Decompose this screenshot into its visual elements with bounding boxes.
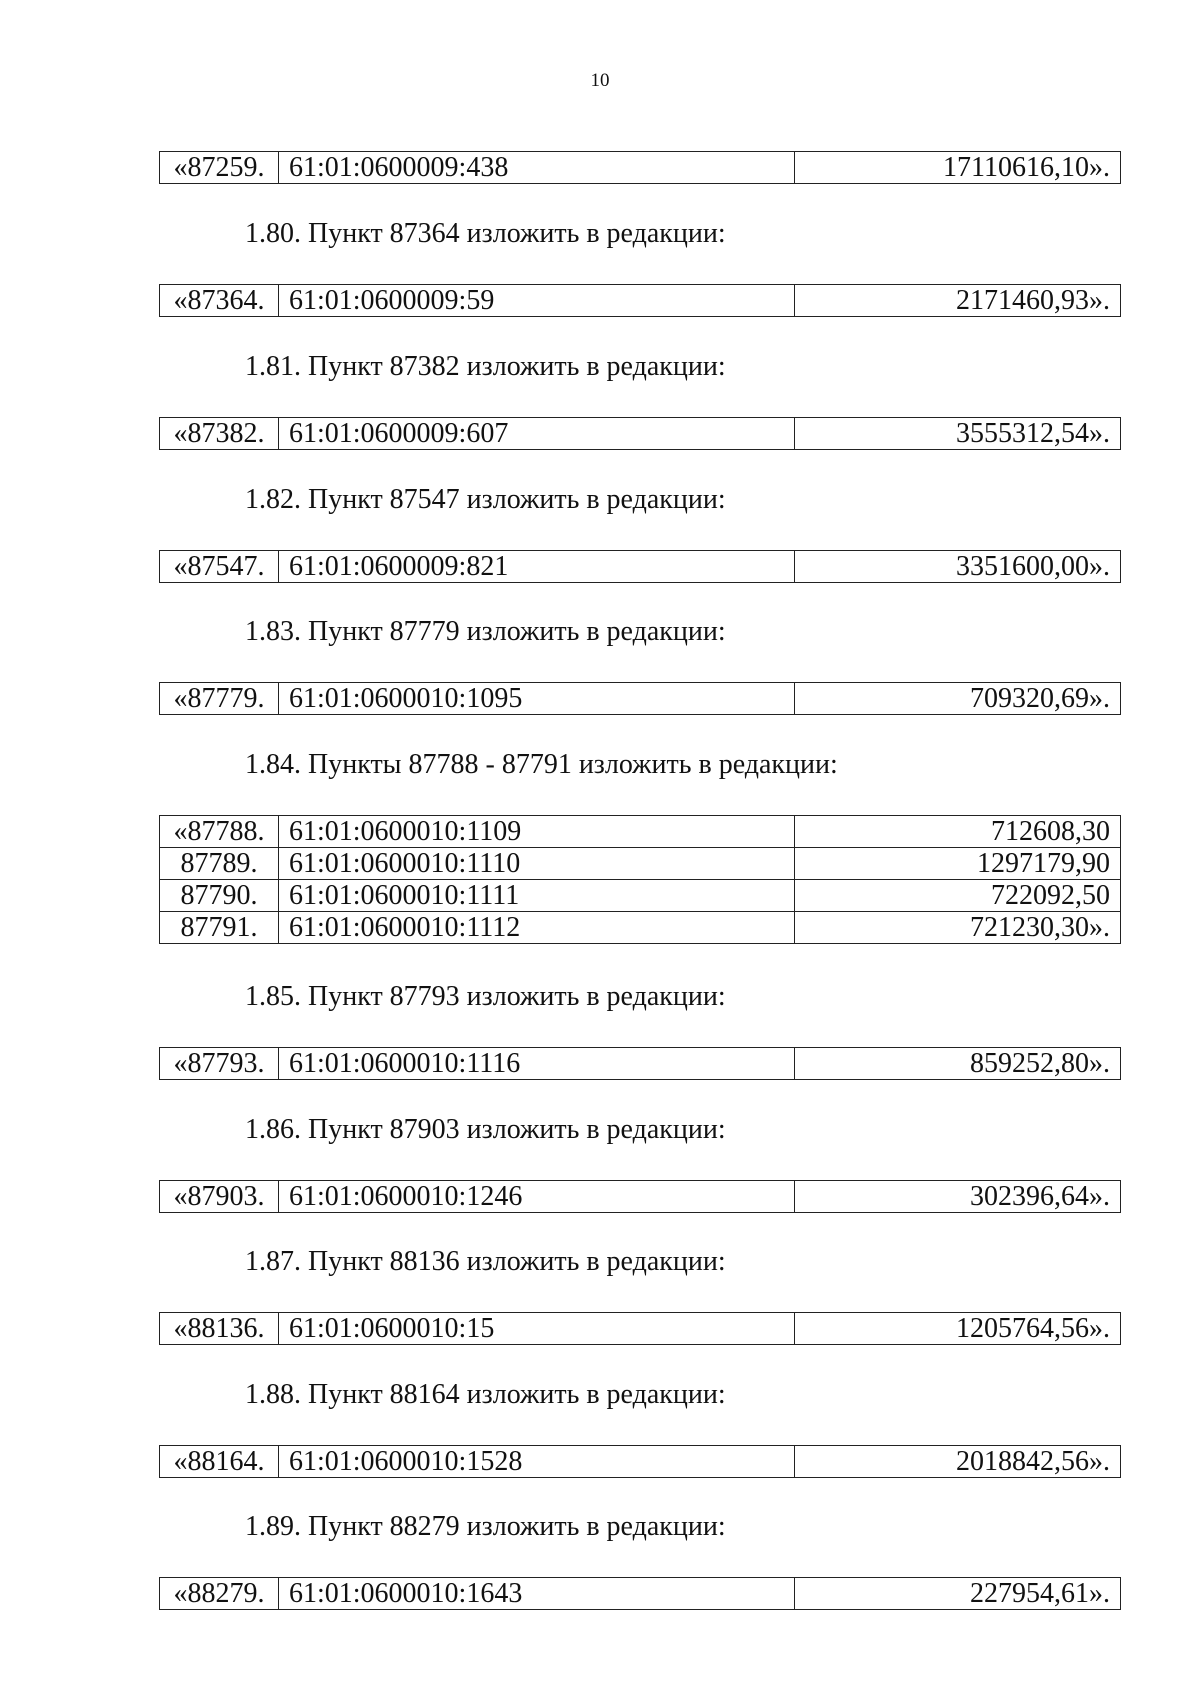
- cadastral-value: 3351600,00».: [795, 551, 1121, 583]
- cadastral-value: 227954,61».: [795, 1578, 1121, 1610]
- cadastral-value: 1297179,90: [795, 848, 1121, 880]
- table-row: [160, 816, 1121, 848]
- cadastral-number: 61:01:0600009:821: [279, 551, 795, 583]
- record-table: [159, 815, 1121, 944]
- cadastral-value: 3555312,54».: [795, 418, 1121, 450]
- record-table: [159, 284, 1121, 317]
- table-row: [160, 848, 1121, 880]
- cadastral-value: 722092,50: [795, 880, 1121, 912]
- amendment-paragraph: 1.81. Пункт 87382 изложить в редакции:: [245, 351, 726, 382]
- cadastral-value: 302396,64».: [795, 1181, 1121, 1213]
- item-number: «88136.: [160, 1313, 279, 1345]
- record-table: [159, 682, 1121, 715]
- item-number: «87903.: [160, 1181, 279, 1213]
- cadastral-value: 709320,69».: [795, 683, 1121, 715]
- item-number: 87789.: [160, 848, 279, 880]
- table-row: [160, 1446, 1121, 1478]
- cadastral-number: 61:01:0600009:438: [279, 152, 795, 184]
- table-row: [160, 152, 1121, 184]
- cadastral-value: 721230,30».: [795, 912, 1121, 944]
- cadastral-value: 859252,80».: [795, 1048, 1121, 1080]
- page-number: 10: [590, 70, 610, 91]
- amendment-paragraph: 1.89. Пункт 88279 изложить в редакции:: [245, 1511, 726, 1542]
- amendment-paragraph: 1.87. Пункт 88136 изложить в редакции:: [245, 1246, 726, 1277]
- cadastral-value: 2018842,56».: [795, 1446, 1121, 1478]
- cadastral-value: 17110616,10».: [795, 152, 1121, 184]
- cadastral-value: 2171460,93».: [795, 285, 1121, 317]
- record-table: [159, 417, 1121, 450]
- cadastral-number: 61:01:0600010:1110: [279, 848, 795, 880]
- amendment-paragraph: 1.86. Пункт 87903 изложить в редакции:: [245, 1114, 726, 1145]
- item-number: «87364.: [160, 285, 279, 317]
- amendment-paragraph: 1.80. Пункт 87364 изложить в редакции:: [245, 218, 726, 249]
- item-number: 87790.: [160, 880, 279, 912]
- amendment-paragraph: 1.84. Пункты 87788 - 87791 изложить в редакции:: [245, 749, 838, 780]
- record-table: [159, 151, 1121, 184]
- table-row: [160, 551, 1121, 583]
- cadastral-number: 61:01:0600010:1246: [279, 1181, 795, 1213]
- item-number: «87788.: [160, 816, 279, 848]
- table-row: [160, 880, 1121, 912]
- table-row: [160, 683, 1121, 715]
- cadastral-value: 1205764,56».: [795, 1313, 1121, 1345]
- cadastral-number: 61:01:0600009:607: [279, 418, 795, 450]
- cadastral-value: 712608,30: [795, 816, 1121, 848]
- table-row: [160, 1048, 1121, 1080]
- item-number: «88164.: [160, 1446, 279, 1478]
- table-row: [160, 418, 1121, 450]
- amendment-paragraph: 1.82. Пункт 87547 изложить в редакции:: [245, 484, 726, 515]
- record-table: [159, 550, 1121, 583]
- amendment-paragraph: 1.83. Пункт 87779 изложить в редакции:: [245, 616, 726, 647]
- item-number: «88279.: [160, 1578, 279, 1610]
- cadastral-number: 61:01:0600010:1109: [279, 816, 795, 848]
- amendment-paragraph: 1.85. Пункт 87793 изложить в редакции:: [245, 981, 726, 1012]
- item-number: 87791.: [160, 912, 279, 944]
- cadastral-number: 61:01:0600010:15: [279, 1313, 795, 1345]
- cadastral-number: 61:01:0600010:1643: [279, 1578, 795, 1610]
- item-number: «87382.: [160, 418, 279, 450]
- record-table: [159, 1180, 1121, 1213]
- cadastral-number: 61:01:0600009:59: [279, 285, 795, 317]
- table-row: [160, 285, 1121, 317]
- cadastral-number: 61:01:0600010:1116: [279, 1048, 795, 1080]
- record-table: [159, 1445, 1121, 1478]
- table-row: [160, 912, 1121, 944]
- cadastral-number: 61:01:0600010:1095: [279, 683, 795, 715]
- item-number: «87779.: [160, 683, 279, 715]
- table-row: [160, 1313, 1121, 1345]
- cadastral-number: 61:01:0600010:1111: [279, 880, 795, 912]
- item-number: «87793.: [160, 1048, 279, 1080]
- record-table: [159, 1577, 1121, 1610]
- amendment-paragraph: 1.88. Пункт 88164 изложить в редакции:: [245, 1379, 726, 1410]
- item-number: «87547.: [160, 551, 279, 583]
- record-table: [159, 1047, 1121, 1080]
- record-table: [159, 1312, 1121, 1345]
- table-row: [160, 1181, 1121, 1213]
- cadastral-number: 61:01:0600010:1528: [279, 1446, 795, 1478]
- table-row: [160, 1578, 1121, 1610]
- item-number: «87259.: [160, 152, 279, 184]
- cadastral-number: 61:01:0600010:1112: [279, 912, 795, 944]
